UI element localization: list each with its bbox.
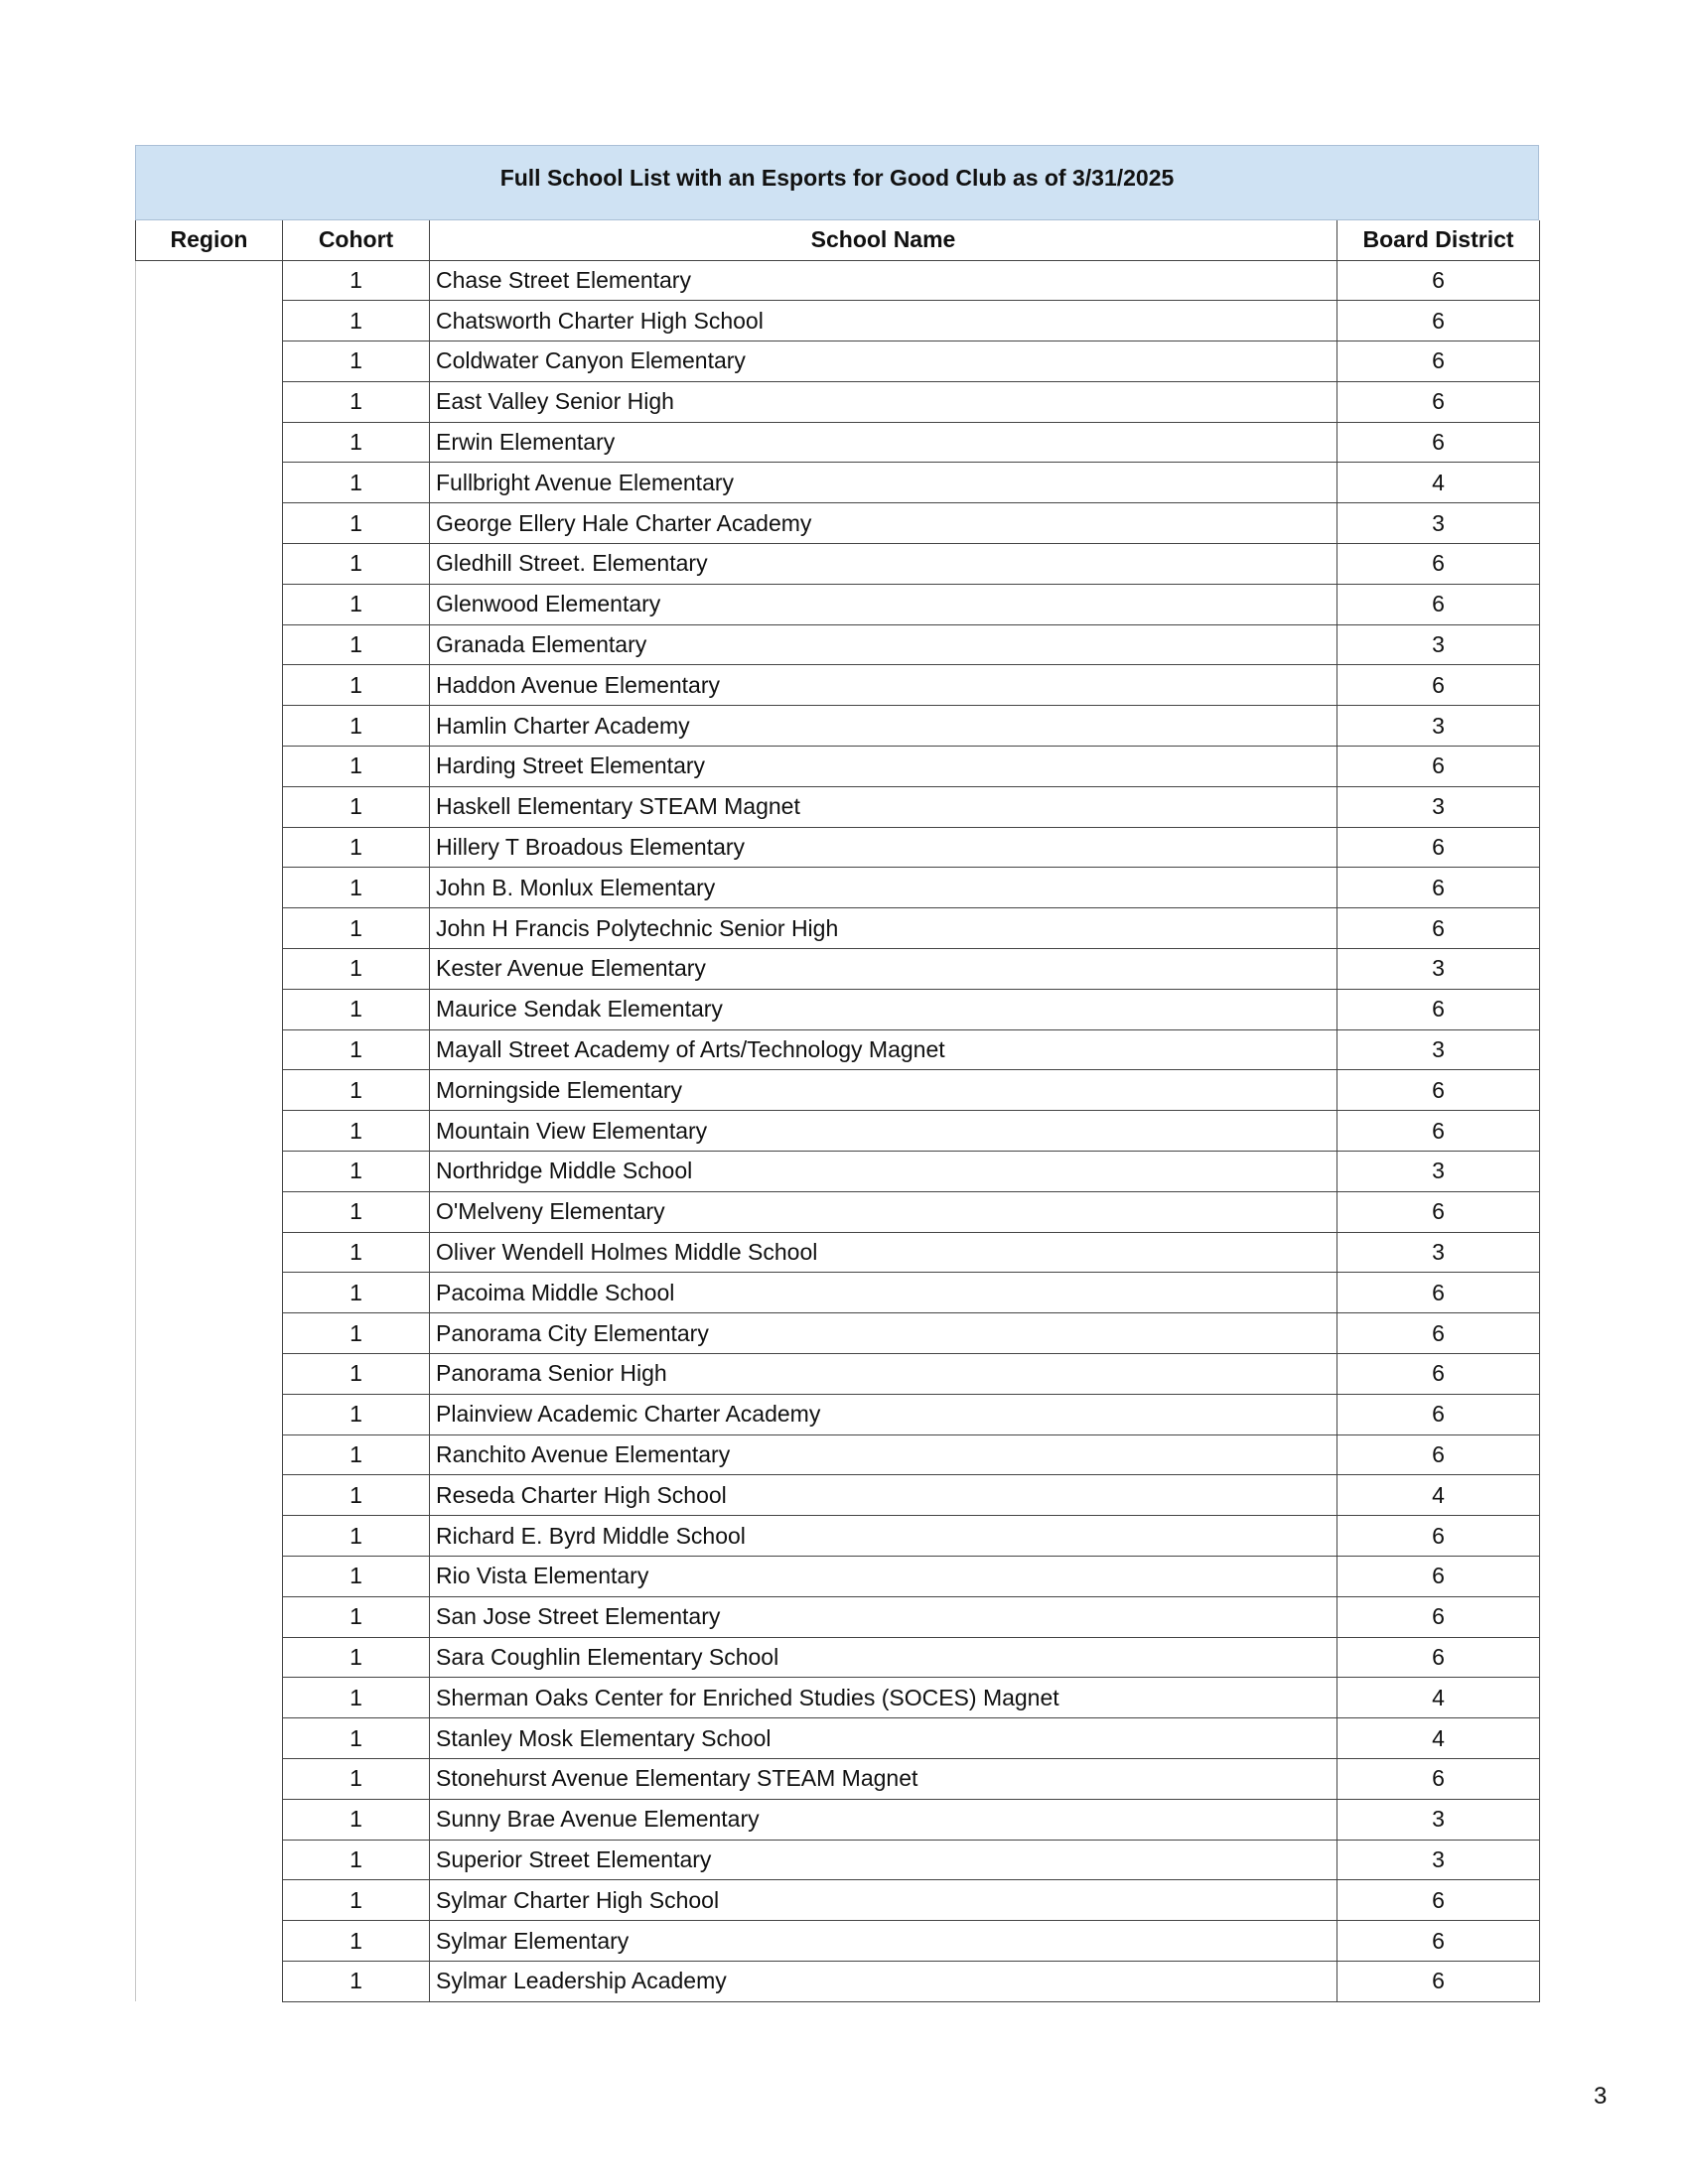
school-name-cell: Panorama City Elementary [430, 1313, 1337, 1354]
cohort-cell: 1 [283, 1232, 430, 1273]
board-district-cell: 6 [1337, 260, 1540, 301]
school-name-cell: Sylmar Leadership Academy [430, 1961, 1337, 2001]
cohort-cell: 1 [283, 989, 430, 1029]
cohort-cell: 1 [283, 706, 430, 747]
table-body [136, 260, 1540, 2001]
board-district-cell: 3 [1337, 1799, 1540, 1840]
cohort-cell: 1 [283, 1273, 430, 1313]
board-district-cell: 6 [1337, 1557, 1540, 1597]
table-row [136, 301, 1540, 341]
cohort-cell: 1 [283, 1354, 430, 1395]
cohort-cell: 1 [283, 301, 430, 341]
table-row [136, 1758, 1540, 1799]
cohort-cell: 1 [283, 1394, 430, 1434]
board-district-cell: 6 [1337, 584, 1540, 624]
board-district-cell: 6 [1337, 1273, 1540, 1313]
school-name-cell: O'Melveny Elementary [430, 1191, 1337, 1232]
table-row [136, 624, 1540, 665]
school-name-cell: Mayall Street Academy of Arts/Technology Magnet [430, 1029, 1337, 1070]
cohort-cell: 1 [283, 260, 430, 301]
school-name-cell: Pacoima Middle School [430, 1273, 1337, 1313]
table-row [136, 503, 1540, 544]
cohort-cell: 1 [283, 786, 430, 827]
board-district-cell: 3 [1337, 786, 1540, 827]
cohort-cell: 1 [283, 1111, 430, 1152]
cohort-cell: 1 [283, 1799, 430, 1840]
table-row [136, 1232, 1540, 1273]
header-row [136, 220, 1540, 260]
table-row [136, 1880, 1540, 1921]
school-name-cell: Chatsworth Charter High School [430, 301, 1337, 341]
table-row [136, 1718, 1540, 1759]
table-row [136, 868, 1540, 908]
school-name-cell: Haskell Elementary STEAM Magnet [430, 786, 1337, 827]
table-row [136, 1516, 1540, 1557]
school-name-cell: East Valley Senior High [430, 381, 1337, 422]
school-name-cell: Morningside Elementary [430, 1070, 1337, 1111]
table-row [136, 422, 1540, 463]
cohort-cell: 1 [283, 1840, 430, 1880]
table-row [136, 260, 1540, 301]
school-name-cell: Granada Elementary [430, 624, 1337, 665]
school-name-cell: Plainview Academic Charter Academy [430, 1394, 1337, 1434]
board-district-cell: 3 [1337, 1840, 1540, 1880]
board-district-cell: 6 [1337, 1111, 1540, 1152]
cohort-cell: 1 [283, 1434, 430, 1475]
school-name-cell: Haddon Avenue Elementary [430, 665, 1337, 706]
table-row [136, 1273, 1540, 1313]
cohort-cell: 1 [283, 1678, 430, 1718]
table-row [136, 706, 1540, 747]
board-district-cell: 6 [1337, 1758, 1540, 1799]
board-district-cell: 6 [1337, 544, 1540, 585]
table-row [136, 949, 1540, 990]
cohort-cell: 1 [283, 1191, 430, 1232]
school-name-cell: Rio Vista Elementary [430, 1557, 1337, 1597]
school-name-cell: George Ellery Hale Charter Academy [430, 503, 1337, 544]
school-name-cell: Hillery T Broadous Elementary [430, 827, 1337, 868]
table-row [136, 1191, 1540, 1232]
cohort-cell: 1 [283, 908, 430, 949]
table-row [136, 989, 1540, 1029]
board-district-cell: 3 [1337, 1152, 1540, 1192]
cohort-cell: 1 [283, 381, 430, 422]
cohort-cell: 1 [283, 1313, 430, 1354]
board-district-cell: 6 [1337, 989, 1540, 1029]
table-row [136, 463, 1540, 503]
column-header-school-name: School Name [430, 220, 1337, 260]
board-district-cell: 6 [1337, 1434, 1540, 1475]
table-row [136, 1475, 1540, 1516]
table-row [136, 1557, 1540, 1597]
school-table [135, 220, 1540, 2002]
cohort-cell: 1 [283, 1557, 430, 1597]
school-name-cell: Fullbright Avenue Elementary [430, 463, 1337, 503]
board-district-cell: 6 [1337, 422, 1540, 463]
school-name-cell: Chase Street Elementary [430, 260, 1337, 301]
board-district-cell: 6 [1337, 827, 1540, 868]
board-district-cell: 3 [1337, 503, 1540, 544]
board-district-cell: 6 [1337, 301, 1540, 341]
board-district-cell: 6 [1337, 381, 1540, 422]
table-row [136, 1799, 1540, 1840]
cohort-cell: 1 [283, 949, 430, 990]
table-row [136, 747, 1540, 787]
column-header-board-district: Board District [1337, 220, 1540, 260]
cohort-cell: 1 [283, 1475, 430, 1516]
school-name-cell: Superior Street Elementary [430, 1840, 1337, 1880]
school-name-cell: Mountain View Elementary [430, 1111, 1337, 1152]
table-row [136, 1961, 1540, 2001]
table-row [136, 1637, 1540, 1678]
school-name-cell: Glenwood Elementary [430, 584, 1337, 624]
region-cell [136, 260, 283, 2001]
table-row [136, 341, 1540, 382]
column-header-region: Region [136, 220, 283, 260]
cohort-cell: 1 [283, 584, 430, 624]
cohort-cell: 1 [283, 1880, 430, 1921]
board-district-cell: 3 [1337, 1029, 1540, 1070]
school-name-cell: Coldwater Canyon Elementary [430, 341, 1337, 382]
board-district-cell: 6 [1337, 908, 1540, 949]
school-name-cell: Stanley Mosk Elementary School [430, 1718, 1337, 1759]
cohort-cell: 1 [283, 1637, 430, 1678]
board-district-cell: 6 [1337, 1921, 1540, 1962]
cohort-cell: 1 [283, 1070, 430, 1111]
cohort-cell: 1 [283, 503, 430, 544]
board-district-cell: 4 [1337, 1718, 1540, 1759]
board-district-cell: 3 [1337, 949, 1540, 990]
table-row [136, 786, 1540, 827]
board-district-cell: 6 [1337, 1516, 1540, 1557]
board-district-cell: 3 [1337, 1232, 1540, 1273]
table-row [136, 1921, 1540, 1962]
table-title: Full School List with an Esports for Good Club as of 3/31/2025 [135, 145, 1539, 220]
school-name-cell: Erwin Elementary [430, 422, 1337, 463]
school-name-cell: Sylmar Charter High School [430, 1880, 1337, 1921]
board-district-cell: 4 [1337, 1678, 1540, 1718]
table-row [136, 544, 1540, 585]
school-name-cell: Northridge Middle School [430, 1152, 1337, 1192]
board-district-cell: 6 [1337, 1354, 1540, 1395]
table-row [136, 1111, 1540, 1152]
table-row [136, 1678, 1540, 1718]
cohort-cell: 1 [283, 1718, 430, 1759]
cohort-cell: 1 [283, 1758, 430, 1799]
board-district-cell: 6 [1337, 1596, 1540, 1637]
board-district-cell: 3 [1337, 706, 1540, 747]
cohort-cell: 1 [283, 868, 430, 908]
school-list-document [135, 145, 1539, 2002]
school-name-cell: Panorama Senior High [430, 1354, 1337, 1395]
cohort-cell: 1 [283, 624, 430, 665]
school-name-cell: Gledhill Street. Elementary [430, 544, 1337, 585]
cohort-cell: 1 [283, 827, 430, 868]
school-name-cell: Sylmar Elementary [430, 1921, 1337, 1962]
table-row [136, 1354, 1540, 1395]
board-district-cell: 6 [1337, 341, 1540, 382]
board-district-cell: 6 [1337, 1394, 1540, 1434]
school-name-cell: San Jose Street Elementary [430, 1596, 1337, 1637]
board-district-cell: 6 [1337, 1637, 1540, 1678]
table-row [136, 1029, 1540, 1070]
table-row [136, 1840, 1540, 1880]
table-row [136, 1070, 1540, 1111]
column-header-cohort: Cohort [283, 220, 430, 260]
board-district-cell: 6 [1337, 665, 1540, 706]
board-district-cell: 6 [1337, 1191, 1540, 1232]
table-row [136, 1313, 1540, 1354]
table-row [136, 908, 1540, 949]
board-district-cell: 6 [1337, 747, 1540, 787]
board-district-cell: 4 [1337, 1475, 1540, 1516]
table-row [136, 827, 1540, 868]
board-district-cell: 6 [1337, 1961, 1540, 2001]
table-row [136, 1152, 1540, 1192]
cohort-cell: 1 [283, 341, 430, 382]
table-row [136, 1394, 1540, 1434]
school-name-cell: Stonehurst Avenue Elementary STEAM Magnet [430, 1758, 1337, 1799]
cohort-cell: 1 [283, 1152, 430, 1192]
cohort-cell: 1 [283, 422, 430, 463]
table-row [136, 665, 1540, 706]
cohort-cell: 1 [283, 747, 430, 787]
cohort-cell: 1 [283, 463, 430, 503]
page-number: 3 [1594, 2083, 1608, 2110]
cohort-cell: 1 [283, 1516, 430, 1557]
table-row [136, 1596, 1540, 1637]
school-name-cell: Kester Avenue Elementary [430, 949, 1337, 990]
board-district-cell: 6 [1337, 1070, 1540, 1111]
school-name-cell: Hamlin Charter Academy [430, 706, 1337, 747]
school-name-cell: Sherman Oaks Center for Enriched Studies (SOCES) Magnet [430, 1678, 1337, 1718]
board-district-cell: 4 [1337, 463, 1540, 503]
school-name-cell: Harding Street Elementary [430, 747, 1337, 787]
board-district-cell: 6 [1337, 1880, 1540, 1921]
cohort-cell: 1 [283, 665, 430, 706]
cohort-cell: 1 [283, 1921, 430, 1962]
cohort-cell: 1 [283, 1596, 430, 1637]
table-row [136, 381, 1540, 422]
school-name-cell: Ranchito Avenue Elementary [430, 1434, 1337, 1475]
school-name-cell: Maurice Sendak Elementary [430, 989, 1337, 1029]
school-name-cell: Reseda Charter High School [430, 1475, 1337, 1516]
school-name-cell: John B. Monlux Elementary [430, 868, 1337, 908]
cohort-cell: 1 [283, 1961, 430, 2001]
board-district-cell: 6 [1337, 1313, 1540, 1354]
school-name-cell: Oliver Wendell Holmes Middle School [430, 1232, 1337, 1273]
board-district-cell: 6 [1337, 868, 1540, 908]
board-district-cell: 3 [1337, 624, 1540, 665]
school-name-cell: Richard E. Byrd Middle School [430, 1516, 1337, 1557]
cohort-cell: 1 [283, 544, 430, 585]
cohort-cell: 1 [283, 1029, 430, 1070]
table-row [136, 1434, 1540, 1475]
school-name-cell: Sunny Brae Avenue Elementary [430, 1799, 1337, 1840]
school-name-cell: John H Francis Polytechnic Senior High [430, 908, 1337, 949]
school-name-cell: Sara Coughlin Elementary School [430, 1637, 1337, 1678]
table-row [136, 584, 1540, 624]
